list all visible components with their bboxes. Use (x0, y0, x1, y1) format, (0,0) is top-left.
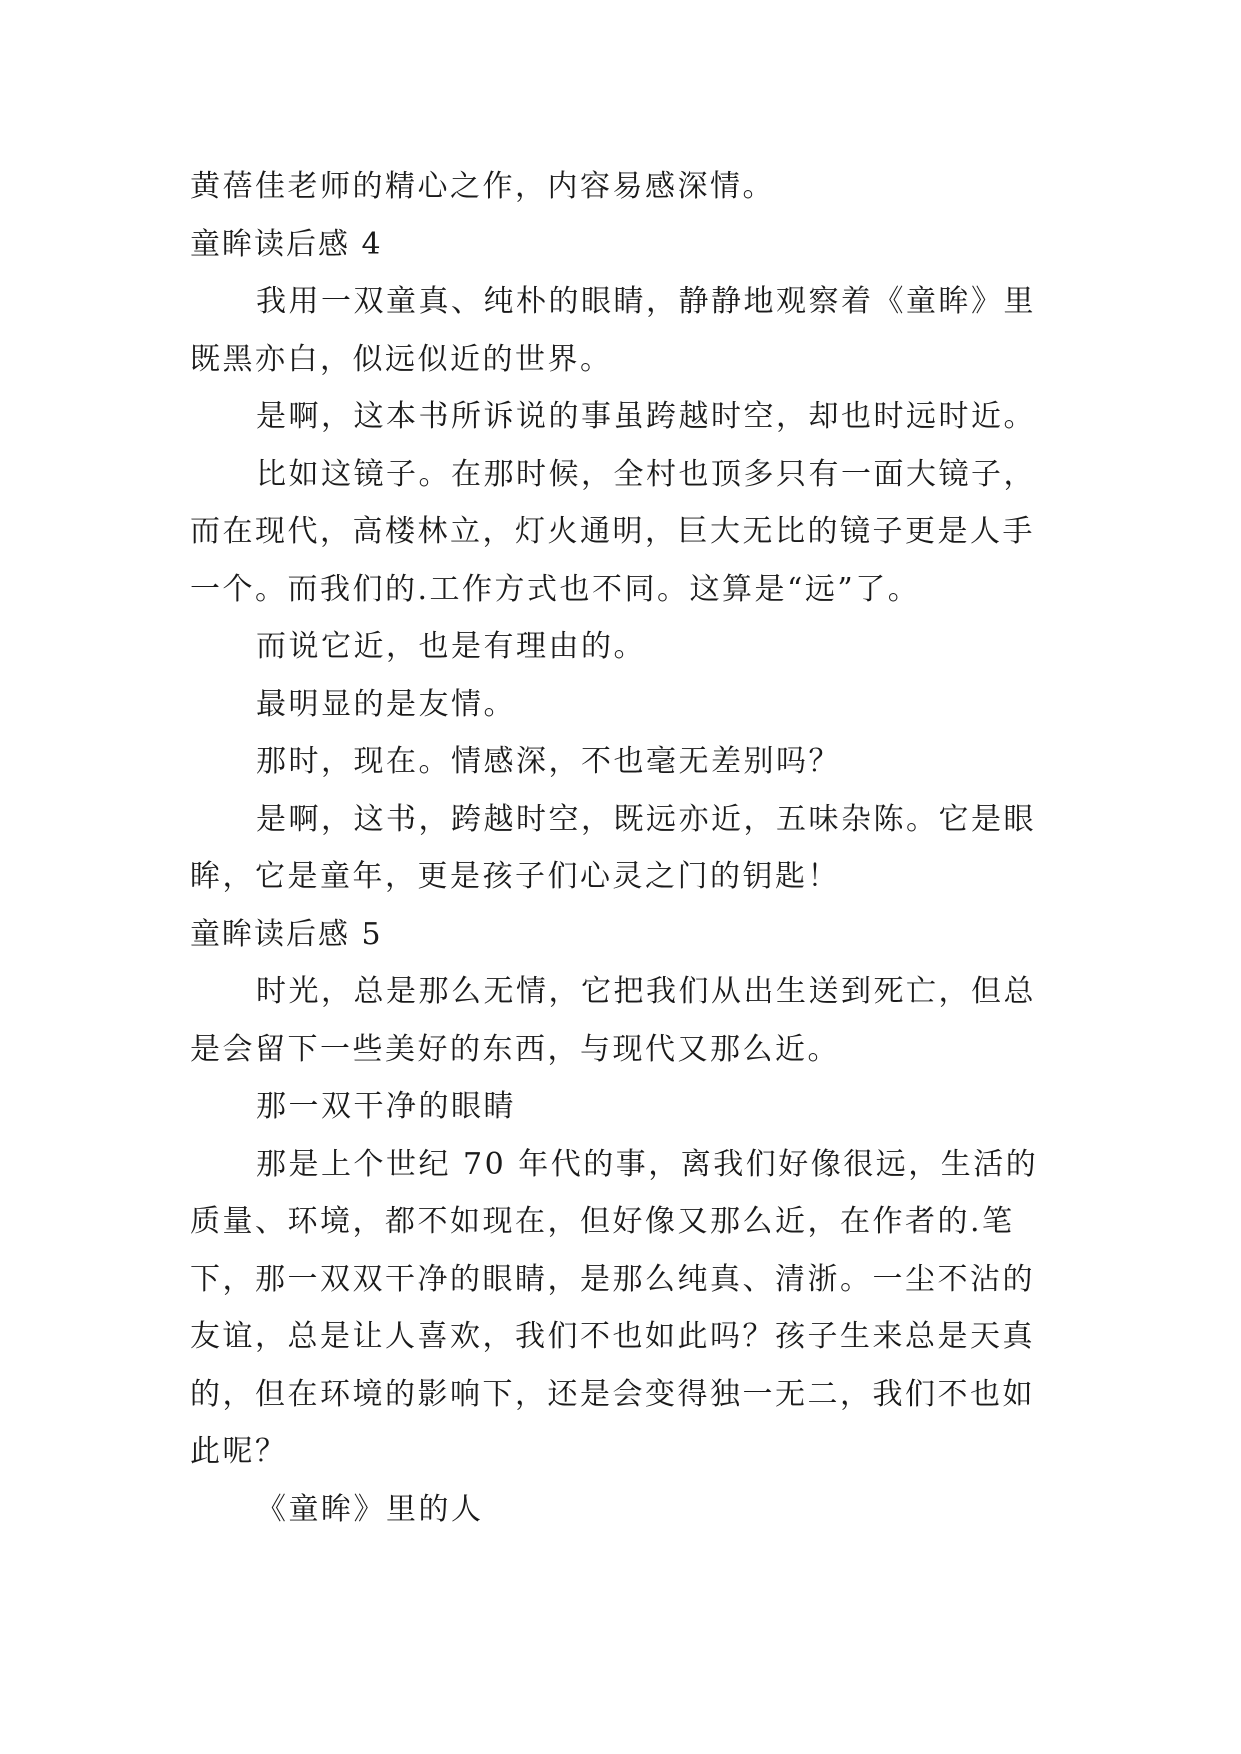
paragraph-line: 黄蓓佳老师的精心之作，内容易感深情。 (190, 169, 775, 204)
paragraph-line: 是啊，这书，跨越时空，既远亦近，五味杂陈。它是眼 (256, 801, 1036, 837)
subheading-line: 那一双干净的眼睛 (256, 1089, 516, 1124)
paragraph-line: 既黑亦白，似远似近的世界。 (190, 341, 613, 377)
paragraph-line: 一个。而我们的.工作方式也不同。这算是“远”了。 (190, 571, 921, 607)
paragraph-line: 眸，它是童年，更是孩子们心灵之门的钥匙！ (190, 859, 840, 894)
paragraph-line: 那是上个世纪 70 年代的事，离我们好像很远，生活的 (256, 1146, 1039, 1182)
paragraph-line: 我用一双童真、纯朴的眼睛，静静地观察着《童眸》里 (256, 284, 1036, 319)
paragraph-line: 而在现代，高楼林立，灯火通明，巨大无比的镜子更是人手 (190, 514, 1035, 549)
paragraph-line: 是啊，这本书所诉说的事虽跨越时空，却也时远时近。 (256, 399, 1036, 434)
section-heading: 童眸读后感 5 (190, 916, 383, 952)
paragraph-line: 比如这镜子。在那时候，全村也顶多只有一面大镜子， (256, 456, 1036, 492)
paragraph-line: 友谊，总是让人喜欢，我们不也如此吗？孩子生来总是天真 (190, 1319, 1035, 1354)
paragraph-line: 质量、环境，都不如现在，但好像又那么近，在作者的.笔 (190, 1204, 1015, 1239)
paragraph-line: 最明显的是友情。 (256, 686, 516, 722)
paragraph-line: 此呢？ (190, 1434, 288, 1469)
paragraph-line: 的，但在环境的影响下，还是会变得独一无二，我们不也如 (190, 1376, 1035, 1412)
subheading-line: 《童眸》里的人 (256, 1491, 484, 1527)
paragraph-line: 是会留下一些美好的东西，与现代又那么近。 (190, 1031, 840, 1067)
paragraph-line: 那时，现在。情感深，不也毫无差别吗？ (256, 744, 841, 779)
section-heading: 童眸读后感 4 (190, 226, 383, 262)
paragraph-line: 时光，总是那么无情，它把我们从出生送到死亡，但总 (256, 974, 1036, 1009)
paragraph-line: 而说它近，也是有理由的。 (256, 629, 646, 664)
document-body (190, 158, 1050, 1538)
paragraph-line: 下，那一双双干净的眼睛，是那么纯真、清浙。一尘不沾的 (190, 1261, 1035, 1297)
